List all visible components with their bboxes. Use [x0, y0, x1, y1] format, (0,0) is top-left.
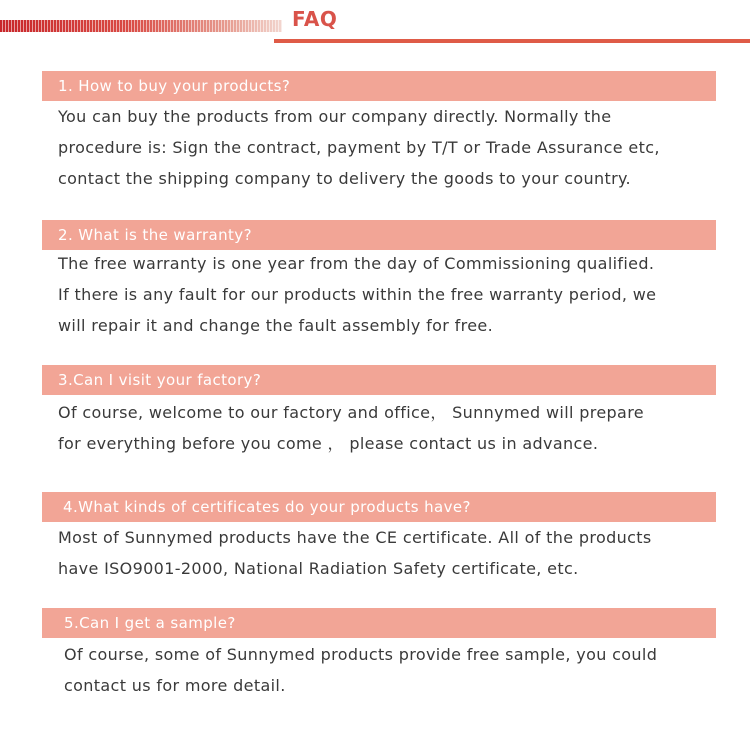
answer-line: contact us for more detail.	[64, 676, 286, 695]
answer-line: have ISO9001-2000, National Radiation Safety certificate, etc.	[58, 559, 579, 578]
faq-question-1: 1. How to buy your products?	[42, 71, 716, 101]
answer-line: Of course, welcome to our factory and office， Sunnymed will prepare	[58, 403, 644, 422]
faq-answer-1	[58, 101, 660, 194]
faq-question-4: 4.What kinds of certificates do your products have?	[42, 492, 716, 522]
answer-line: You can buy the products from our company directly. Normally the	[58, 107, 612, 126]
page-title: FAQ	[292, 7, 338, 31]
faq-question-2: 2. What is the warranty?	[42, 220, 716, 250]
faq-answer-3	[58, 397, 644, 459]
decorative-stripe-bar	[0, 20, 282, 32]
answer-line: Of course, some of Sunnymed products provide free sample, you could	[64, 645, 658, 664]
answer-line: If there is any fault for our products within the free warranty period, we	[58, 285, 657, 304]
answer-line: for everything before you come ， please contact us in advance.	[58, 434, 599, 453]
faq-answer-2	[58, 248, 656, 341]
answer-line: Most of Sunnymed products have the CE certificate. All of the products	[58, 528, 652, 547]
answer-line: The free warranty is one year from the day of Commissioning qualified.	[58, 254, 655, 273]
faq-header	[0, 0, 750, 50]
title-underline	[274, 39, 750, 43]
answer-line: contact the shipping company to delivery the goods to your country.	[58, 169, 631, 188]
faq-answer-5	[64, 639, 657, 701]
faq-question-3: 3.Can I visit your factory?	[42, 365, 716, 395]
answer-line: procedure is: Sign the contract, payment by T/T or Trade Assurance etc,	[58, 138, 660, 157]
answer-line: will repair it and change the fault assembly for free.	[58, 316, 494, 335]
faq-question-5: 5.Can I get a sample?	[42, 608, 716, 638]
faq-answer-4	[58, 522, 652, 584]
